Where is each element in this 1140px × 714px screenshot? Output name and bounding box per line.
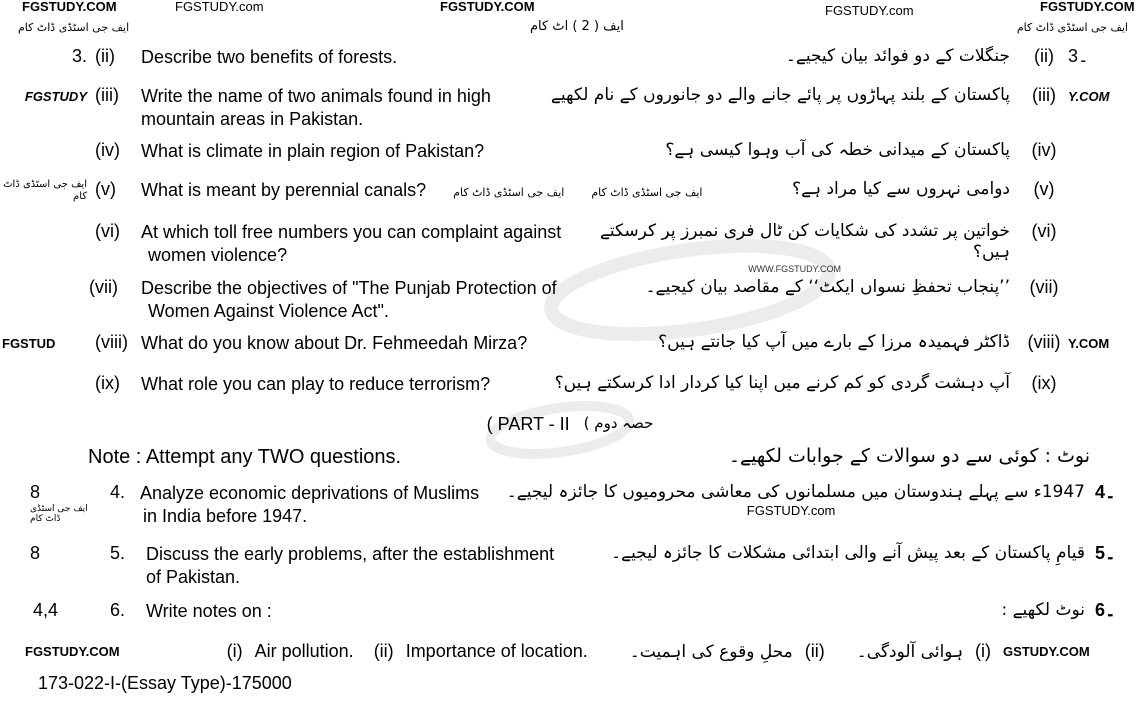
question-text-en: Describe two benefits of forests. [141,47,398,67]
question-text-ur: جنگلات کے دو فوائد بیان کیجیے۔ [785,46,1010,66]
footer-row [0,672,1140,695]
item-number-ur: (ix) [1031,373,1057,393]
watermark: FGSTUDY.COM [1040,0,1135,14]
question-row [0,221,1140,277]
part-heading-row [0,414,1140,444]
part-heading-ur: حصہ دوم ) [583,414,654,432]
question-number: 5. [110,543,126,563]
watermark: Y.COM [1068,89,1110,104]
note-en: Note : Attempt any TWO questions. [88,446,402,468]
question-text-en: women violence? [148,245,288,266]
question-number: 4. [110,482,126,502]
question-text-en: What role you can play to reduce terrorism? [141,374,491,394]
watermark: FGSTUDY.COM [25,644,120,660]
question-text-en: Discuss the early problems, after the establishment [146,544,555,564]
page-number-header: ایف ( 2 ) اٹ کام [530,19,624,34]
watermark-urdu: ایف جی اسٹڈی ڈاٹ کام [1016,21,1128,34]
item-number-ur: (iv) [1031,140,1057,160]
question-text-en: in India before 1947. [143,506,308,527]
question-text-ur: آپ دہشت گردی کو کم کرنے میں اپنا کیا کردار ادا کرسکتے ہیں؟ [554,373,1010,393]
watermark: FGSTUDY.com [825,3,914,18]
question-text-en: Write notes on : [146,601,272,621]
note-item-en: Importance of location. [405,641,588,662]
question-number: 3. [71,46,87,66]
question-text-ur: پاکستان کے بلند پہاڑوں پر پائے جانے والے دو جانوروں کے نام لکھیے [550,85,1010,105]
question-row [0,179,1140,221]
paper-code: 173-022-I-(Essay Type)-175000 [38,673,292,693]
note-row [0,444,1140,482]
item-number-ur: (vi) [1031,221,1057,241]
watermark: WWW.FGSTUDY.COM [748,263,842,274]
question-row [0,482,1140,543]
question-row [0,332,1140,373]
watermark: FGSTUDY.com [175,0,264,14]
question-number-ur: 6۔ [1095,600,1116,620]
question-row [0,46,1140,85]
watermark-urdu: ایف جی اسٹڈی ڈاٹ کام [453,186,565,199]
item-number: (iii) [95,85,119,105]
question-number-ur: 5۔ [1095,543,1116,563]
question-text-ur: ڈاکٹر فہمیدہ مرزا کے بارے میں آپ کیا جانتے ہیں؟ [658,332,1010,352]
watermark: Y.COM [1068,336,1110,351]
question-row [0,543,1140,600]
question-number: 6. [110,600,126,620]
question-number-ur: 3۔ [1068,46,1089,66]
note-item-number-ur: (ii) [804,641,825,662]
question-row [0,600,1140,632]
question-text-en: What do you know about Dr. Fehmeedah Mirza? [141,333,528,353]
item-number-ur: (v) [1033,179,1055,199]
item-number-ur: (ii) [1034,46,1054,66]
note-item-en: Air pollution. [254,641,354,662]
note-item-number: (i) [226,641,243,662]
page-header [0,0,1140,46]
question-number-ur: 4۔ [1095,482,1116,502]
question-text-en: Women Against Violence Act". [148,301,389,322]
marks: 8 [30,482,41,502]
item-number: (v) [95,179,116,199]
question-text-en: At which toll free numbers you can complaint against [141,222,562,242]
question-text-ur: قیامِ پاکستان کے بعد پیش آنے والی ابتدائی مشکلات کا جائزہ لیجیے۔ [611,543,1085,563]
item-number-ur: (viii) [1027,332,1061,352]
notes-row [0,632,1140,672]
item-number: (iv) [95,140,120,160]
question-text-ur: دوامی نہروں سے کیا مراد ہے؟ [792,179,1010,199]
note-item-ur: ہوائی آلودگی۔ [856,641,964,662]
watermark: FGSTUDY.COM [440,0,535,14]
item-number: (vi) [95,221,120,241]
item-number: (ix) [95,373,120,393]
note-item-number-ur: (i) [975,641,992,662]
item-number: (vii) [89,277,118,297]
item-number: (ii) [95,46,115,66]
question-text-ur: نوٹ لکھیے : [1001,600,1085,620]
marks: 4,4 [33,600,59,620]
item-number: (viii) [95,332,128,352]
question-text-ur: ’’پنجاب تحفظِ نسواں ایکٹ‘‘ کے مقاصد بیان کیجیے۔ [645,277,1010,297]
watermark-urdu: ایف جی اسٹڈی ڈاٹ کام [18,21,130,34]
question-text-en: Write the name of two animals found in high [141,86,491,106]
question-row [0,85,1140,140]
part-heading: ( PART - II [486,414,570,434]
question-text-en: What is climate in plain region of Pakistan? [141,141,485,161]
watermark: GSTUDY.COM [1003,644,1090,660]
note-item-number: (ii) [373,641,394,662]
question-text-ur: پاکستان کے میدانی خطہ کی آب وہوا کیسی ہے؟ [665,140,1010,160]
watermark: FGSTUDY [24,89,87,104]
question-text-en: mountain areas in Pakistan. [141,109,364,130]
question-row [0,373,1140,414]
watermark: FGSTUD [2,336,56,351]
watermark: FGSTUDY.COM [22,0,117,14]
question-text-ur: خواتین پر تشدد کی شکایات کن ٹال فری نمبرز پر کرسکتے ہیں؟ [599,221,1010,263]
question-text-en: Describe the objectives of "The Punjab Protection of [141,278,557,298]
watermark-urdu: ایف جی اسٹڈی ڈاٹ کام [3,179,87,202]
watermark-urdu: ایف جی اسٹڈی ڈاٹ کام [30,503,88,525]
question-text-en: What is meant by perennial canals? [141,180,427,200]
item-number-ur: (iii) [1032,85,1056,105]
watermark: FGSTUDY.com [746,503,836,519]
note-item-ur: محلِ وقوع کی اہمیت۔ [629,641,793,662]
question-row [0,140,1140,179]
watermark-urdu: ایف جی اسٹڈی ڈاٹ کام [591,186,703,199]
note-ur: نوٹ : کوئی سے دو سوالات کے جوابات لکھیے۔ [728,445,1090,467]
marks: 8 [30,543,41,563]
question-text-en: of Pakistan. [146,567,241,588]
question-text-ur: 1947ء سے پہلے ہندوستان میں مسلمانوں کی معاشی محرومیوں کا جائزہ لیجیے۔ [506,482,1085,502]
question-row [0,277,1140,332]
item-number-ur: (vii) [1029,277,1059,297]
question-text-en: Analyze economic deprivations of Muslims [140,483,480,503]
